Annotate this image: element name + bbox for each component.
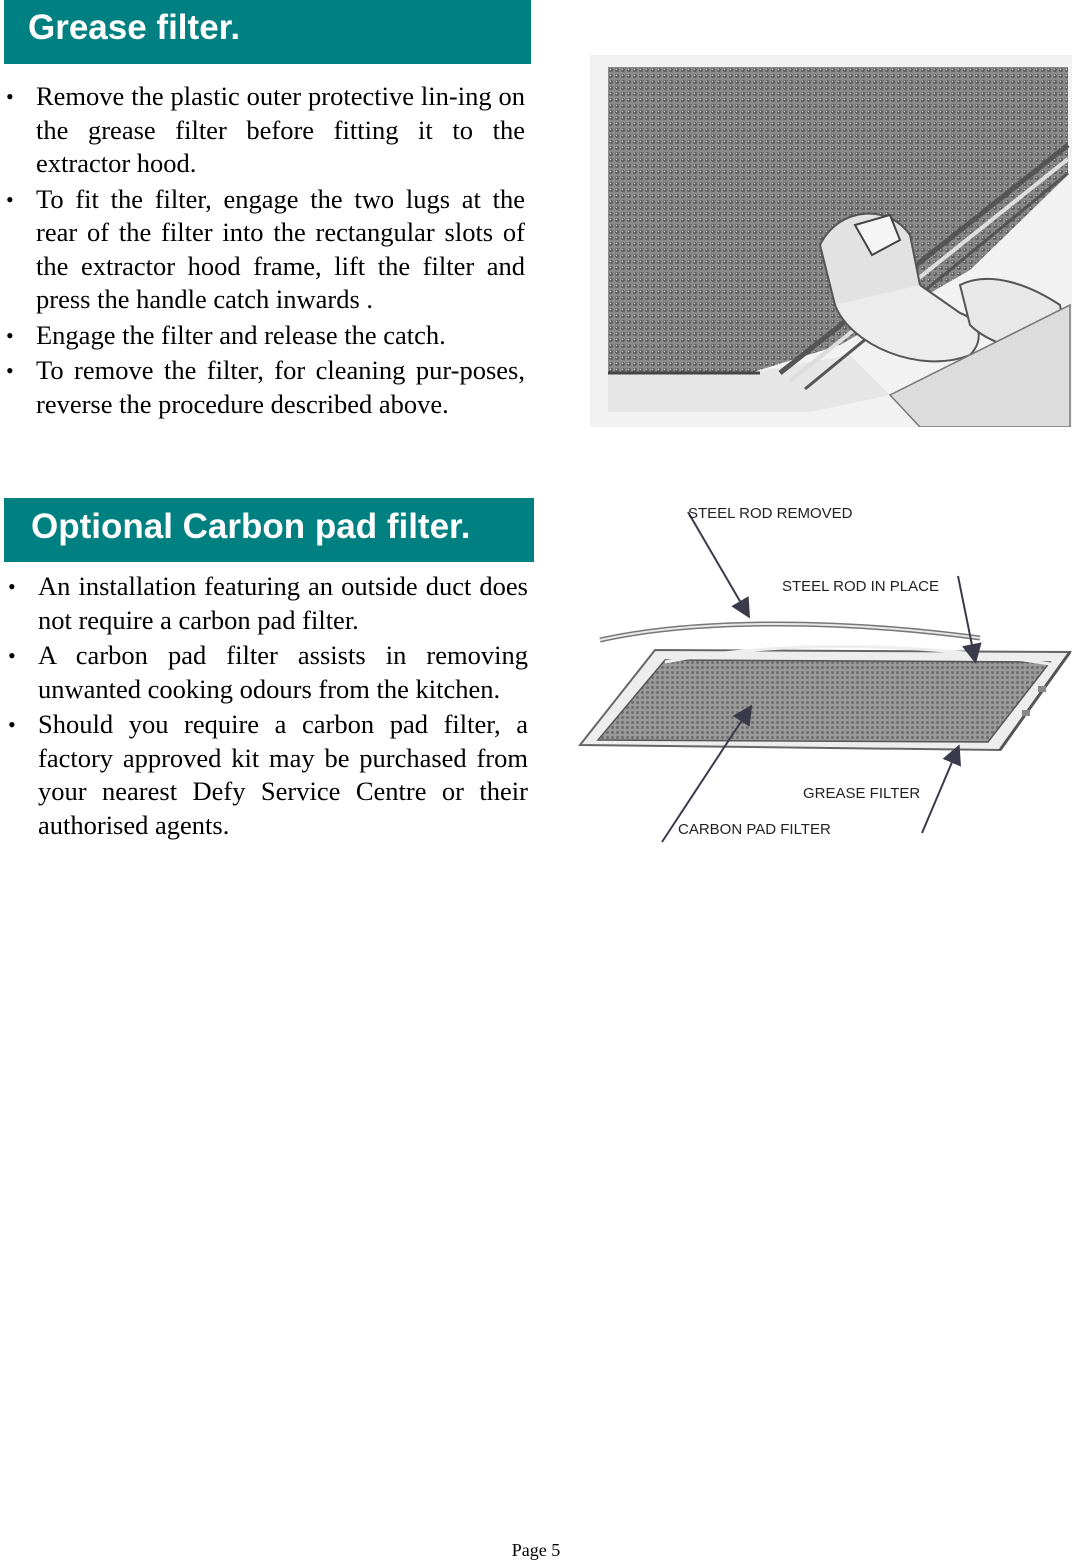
page-number: Page 5 xyxy=(511,1540,561,1560)
grease-filter-heading: Grease filter. xyxy=(4,0,531,64)
list-item: • An installation featuring an outside duct does not require a carbon pad filter. xyxy=(6,570,528,637)
list-item: • Engage the filter and release the catch. xyxy=(4,319,525,353)
list-item: • Should you require a carbon pad filter, a factory approved kit may be purchased from your nearest Defy Service Centre or their authorised agents. xyxy=(6,708,528,842)
list-item: • A carbon pad filter assists in removing unwanted cooking odours from the kitchen. xyxy=(6,639,528,706)
steel-rod-in-place-label: STEEL ROD IN PLACE xyxy=(782,578,939,595)
grease-filter-list xyxy=(4,80,525,423)
grease-filter-label: GREASE FILTER xyxy=(803,785,921,802)
grease-filter-fitting-photo xyxy=(590,55,1072,427)
list-item: • To remove the filter, for cleaning pur-poses, reverse the procedure described above. xyxy=(4,354,525,421)
carbon-filter-list xyxy=(6,570,528,844)
list-item: • Remove the plastic outer protective lin-ing on the grease filter before fitting it to the extractor hood. xyxy=(4,80,525,181)
list-item: • To fit the filter, engage the two lugs at the rear of the filter into the rectangular slots of the extractor hood frame, lift the filter and press the handle catch inwards . xyxy=(4,183,525,317)
carbon-filter-heading: Optional Carbon pad filter. xyxy=(4,498,534,562)
steel-rod-removed-label: STEEL ROD REMOVED xyxy=(688,505,853,522)
carbon-pad-filter-label: CARBON PAD FILTER xyxy=(678,821,831,838)
